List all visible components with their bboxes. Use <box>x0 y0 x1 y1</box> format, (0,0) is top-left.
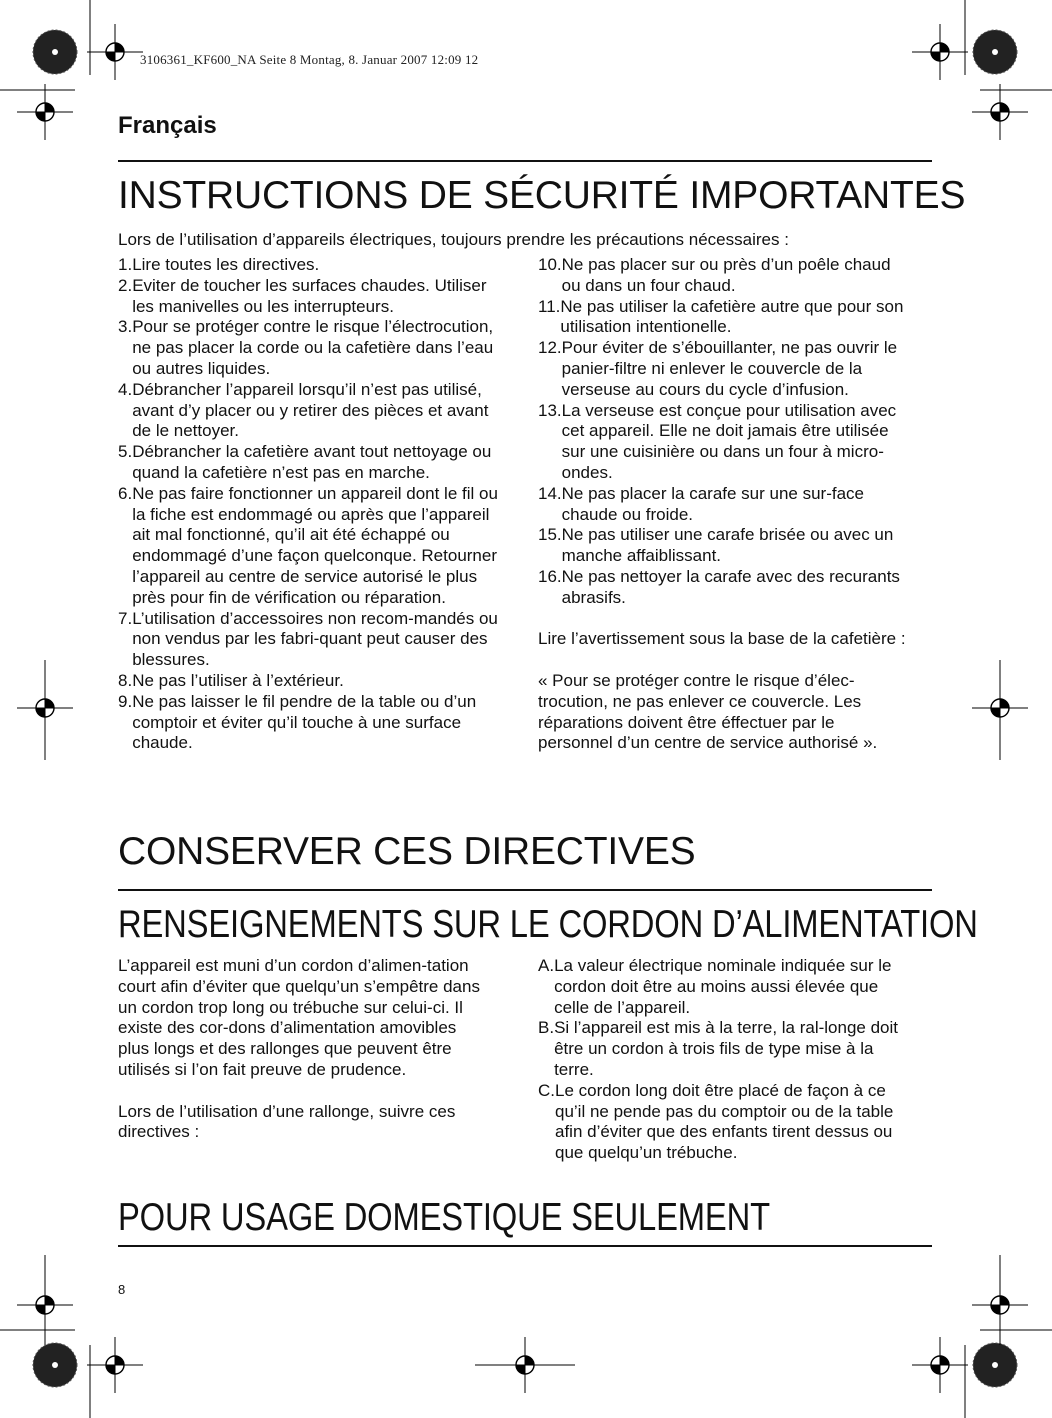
list-item <box>118 380 503 442</box>
item-text: La valeur électrique nominale indiquée sur le cordon doit être au moins aussi élevée que celle de l’appareil. <box>554 956 892 1017</box>
language-heading: Français <box>118 112 217 139</box>
item-number: 6. <box>118 483 133 503</box>
item-text: L’utilisation d’accessoires non recom-mandés ou non vendus par les fabri-quant peut causer des blessures. <box>132 608 498 670</box>
list-item <box>538 525 910 567</box>
list-item <box>118 671 503 692</box>
item-text: Eviter de toucher les surfaces chaudes. Utiliser les manivelles ou les interrupteurs. <box>132 275 487 316</box>
keep-title: CONSERVER CES DIRECTIVES <box>118 830 696 873</box>
cord-list <box>538 956 910 1164</box>
safety-title: INSTRUCTIONS DE SÉCURITÉ IMPORTANTES <box>118 174 966 217</box>
safety-list-right <box>538 255 910 754</box>
divider <box>118 1245 932 1247</box>
list-item <box>118 317 503 379</box>
list-item <box>118 442 503 484</box>
list-item <box>538 297 910 339</box>
divider <box>118 889 932 891</box>
item-number: 12. <box>538 338 562 358</box>
item-number: C. <box>538 1080 555 1100</box>
item-text: Si l’appareil est mis à la terre, la ral-longe doit être un cordon à trois fils de type mise à la terre. <box>554 1018 898 1079</box>
safety-intro: Lors de l’utilisation d’appareils électriques, toujours prendre les précautions nécessaires : <box>118 230 789 249</box>
item-number: 16. <box>538 566 562 586</box>
item-number: 14. <box>538 483 562 503</box>
item-text: Débrancher la cafetière avant tout nettoyage ou quand la cafetière n’est pas en marche. <box>132 442 492 482</box>
print-slug: 3106361_KF600_NA Seite 8 Montag, 8. Januar 2007 12:09 12 <box>140 52 479 67</box>
list-item <box>538 567 910 609</box>
warning-quote: « Pour se protéger contre le risque d’élec-trocution, ne pas enlever ce couvercle. Les réparations doivent être éffectuer par le personnel d’un centre de service authorisé ». <box>538 670 878 753</box>
page-number: 8 <box>118 1282 126 1297</box>
item-text: Ne pas faire fonctionner un appareil dont le fil ou la fiche est endommagé ou après que l’appareil ait mal fonctionné, qu’il ait été échappé ou endommagé d’une façon quelconque. Retourner l’appareil au centre de service autorisé le plus près pour fin de vérification ou réparation. <box>132 483 498 607</box>
list-item <box>118 255 503 276</box>
cord-title: RENSEIGNEMENTS SUR LE CORDON D’ALIMENTATION <box>118 903 978 946</box>
list-item <box>118 609 503 671</box>
warning-intro: Lire l’avertissement sous la base de la cafetière : <box>538 629 906 649</box>
list-item <box>118 276 503 318</box>
item-number: B. <box>538 1018 555 1038</box>
item-number: 11. <box>538 296 561 316</box>
item-number: 7. <box>118 608 133 628</box>
item-text: Ne pas nettoyer la carafe avec des recurants abrasifs. <box>561 566 900 607</box>
item-number: 3. <box>118 317 133 337</box>
item-text: Pour éviter de s’ébouillanter, ne pas ouvrir le panier-filtre ni enlever le couvercle de la verseuse au cours du cycle d’infusion. <box>561 338 898 399</box>
item-text: La verseuse est conçue pour utilisation avec cet appareil. Elle ne doit jamais être utilisée sur une cuisinière ou dans un four à micro-ondes. <box>561 400 897 482</box>
list-item <box>538 338 910 400</box>
item-number: 10. <box>538 255 562 274</box>
divider <box>118 160 932 162</box>
list-item <box>538 484 910 526</box>
item-text: Ne pas utiliser la cafetière autre que pour son utilisation intentionelle. <box>560 296 904 337</box>
item-number: 13. <box>538 400 562 420</box>
item-text: Ne pas l’utiliser à l’extérieur. <box>132 670 344 690</box>
item-number: 9. <box>118 691 133 711</box>
cord-paragraph: L’appareil est muni d’un cordon d’alimen-tation court afin d’éviter que quelqu’un s’empêtre dans un cordon trop long ou trébuche sur celui-ci. Il existe des cor-dons d’alimentation amovibles plus longs et des rallonges que peuvent être utilisés si l’on fait preuve de prudence. <box>118 956 480 1079</box>
item-text: Ne pas placer sur ou près d’un poêle chaud ou dans un four chaud. <box>561 255 891 295</box>
list-item <box>118 692 503 754</box>
item-text: Lire toutes les directives. <box>132 255 320 274</box>
item-number: 1. <box>118 255 133 274</box>
item-number: A. <box>538 956 555 975</box>
cord-text <box>118 956 490 1143</box>
item-text: Ne pas laisser le fil pendre de la table ou d’un comptoir et éviter qu’il touche à une surface chaude. <box>132 691 477 753</box>
cord-paragraph-extension: Lors de l’utilisation d’une rallonge, suivre ces directives : <box>118 1101 456 1142</box>
list-item <box>118 484 503 609</box>
list-item <box>538 401 910 484</box>
list-item <box>538 255 910 297</box>
list-item <box>538 1081 910 1164</box>
safety-list-left <box>118 255 503 754</box>
item-text: Le cordon long doit être placé de façon à ce qu’il ne pende pas du comptoir ou de la table afin d’éviter que des enfants tirent dessus ou que quelqu’un trébuche. <box>555 1080 894 1163</box>
item-number: 15. <box>538 525 562 545</box>
item-number: 2. <box>118 275 133 295</box>
item-number: 4. <box>118 379 133 399</box>
home-use-title: POUR USAGE DOMESTIQUE SEULEMENT <box>118 1196 770 1239</box>
item-text: Débrancher l’appareil lorsqu’il n’est pas utilisé, avant d’y placer ou y retirer des pièces et avant de le nettoyer. <box>132 379 489 441</box>
list-item <box>538 956 910 1018</box>
item-text: Ne pas placer la carafe sur une sur-face chaude ou froide. <box>561 483 865 524</box>
item-text: Ne pas utiliser une carafe brisée ou avec un manche affaiblissant. <box>561 525 894 566</box>
list-item <box>538 1018 910 1080</box>
item-number: 8. <box>118 670 133 690</box>
item-number: 5. <box>118 442 133 462</box>
item-text: Pour se protéger contre le risque l’électrocution, ne pas placer la corde ou la cafetière dans l’eau ou autres liquides. <box>132 317 494 378</box>
